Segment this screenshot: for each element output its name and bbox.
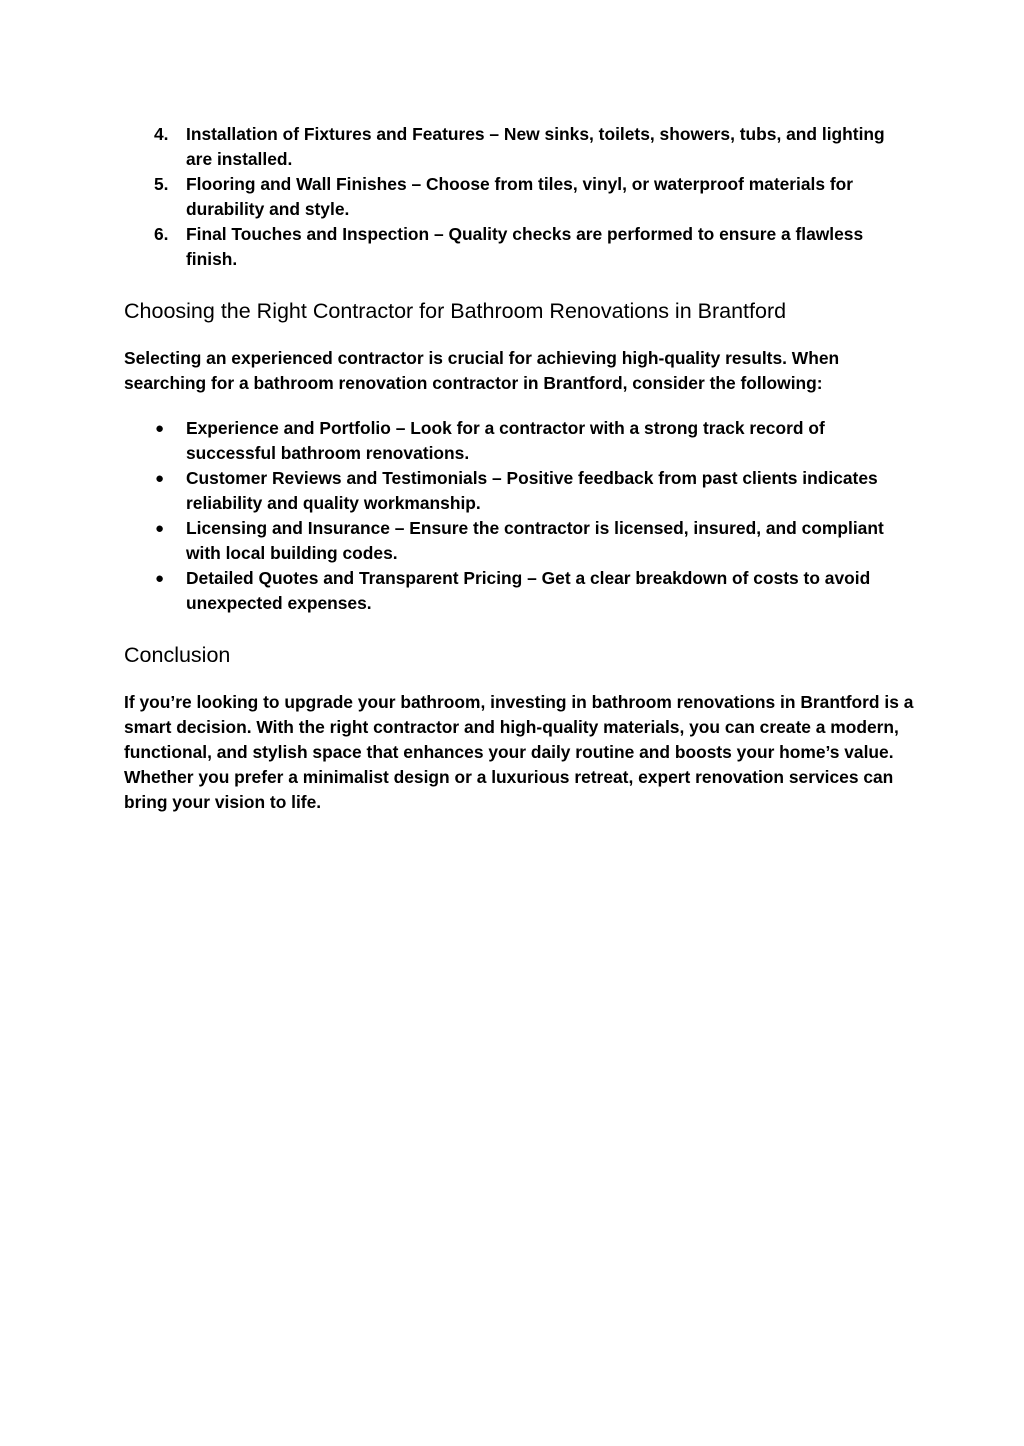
list-item-text: Detailed Quotes and Transparent Pricing – Get a clear breakdown of costs to avoid unexpected expenses. [186, 568, 871, 613]
renovation-steps-list [124, 122, 914, 272]
list-item-text: Installation of Fixtures and Features – New sinks, toilets, showers, tubs, and lighting are installed. [186, 124, 885, 169]
document-page [124, 122, 914, 815]
list-item-text: Flooring and Wall Finishes – Choose from tiles, vinyl, or waterproof materials for durability and style. [186, 174, 854, 219]
list-item [124, 416, 914, 466]
contractor-section-heading: Choosing the Right Contractor for Bathroom Renovations in Brantford [124, 299, 787, 323]
list-item [124, 122, 914, 172]
list-item-text: Licensing and Insurance – Ensure the contractor is licensed, insured, and compliant with local building codes. [186, 518, 884, 563]
list-number: 6. [154, 224, 169, 244]
list-item [124, 516, 914, 566]
list-item-text: Final Touches and Inspection – Quality checks are performed to ensure a flawless finish. [186, 224, 864, 269]
list-number: 4. [154, 124, 169, 144]
conclusion-paragraph: If you’re looking to upgrade your bathroom, investing in bathroom renovations in Brantford is a smart decision. With the right contractor and high-quality materials, you can create a modern, functional, and stylish space that enhances your daily routine and boosts your home’s value. Whether you prefer a minimalist design or a luxurious retreat, expert renovation services can bring your vision to life. [124, 692, 914, 812]
conclusion-heading: Conclusion [124, 643, 231, 667]
list-item [124, 172, 914, 222]
bullet-icon: ● [155, 520, 165, 537]
list-item [124, 466, 914, 516]
list-item [124, 566, 914, 616]
bullet-icon: ● [155, 420, 165, 437]
list-item-text: Experience and Portfolio – Look for a contractor with a strong track record of successful bathroom renovations. [186, 418, 825, 463]
contractor-criteria-list [124, 416, 914, 616]
list-item [124, 222, 914, 272]
list-number: 5. [154, 174, 169, 194]
bullet-icon: ● [155, 570, 165, 587]
list-item-text: Customer Reviews and Testimonials – Positive feedback from past clients indicates reliability and quality workmanship. [186, 468, 878, 513]
bullet-icon: ● [155, 470, 165, 487]
contractor-intro-paragraph: Selecting an experienced contractor is crucial for achieving high-quality results. When searching for a bathroom renovation contractor in Brantford, consider the following: [124, 348, 840, 393]
